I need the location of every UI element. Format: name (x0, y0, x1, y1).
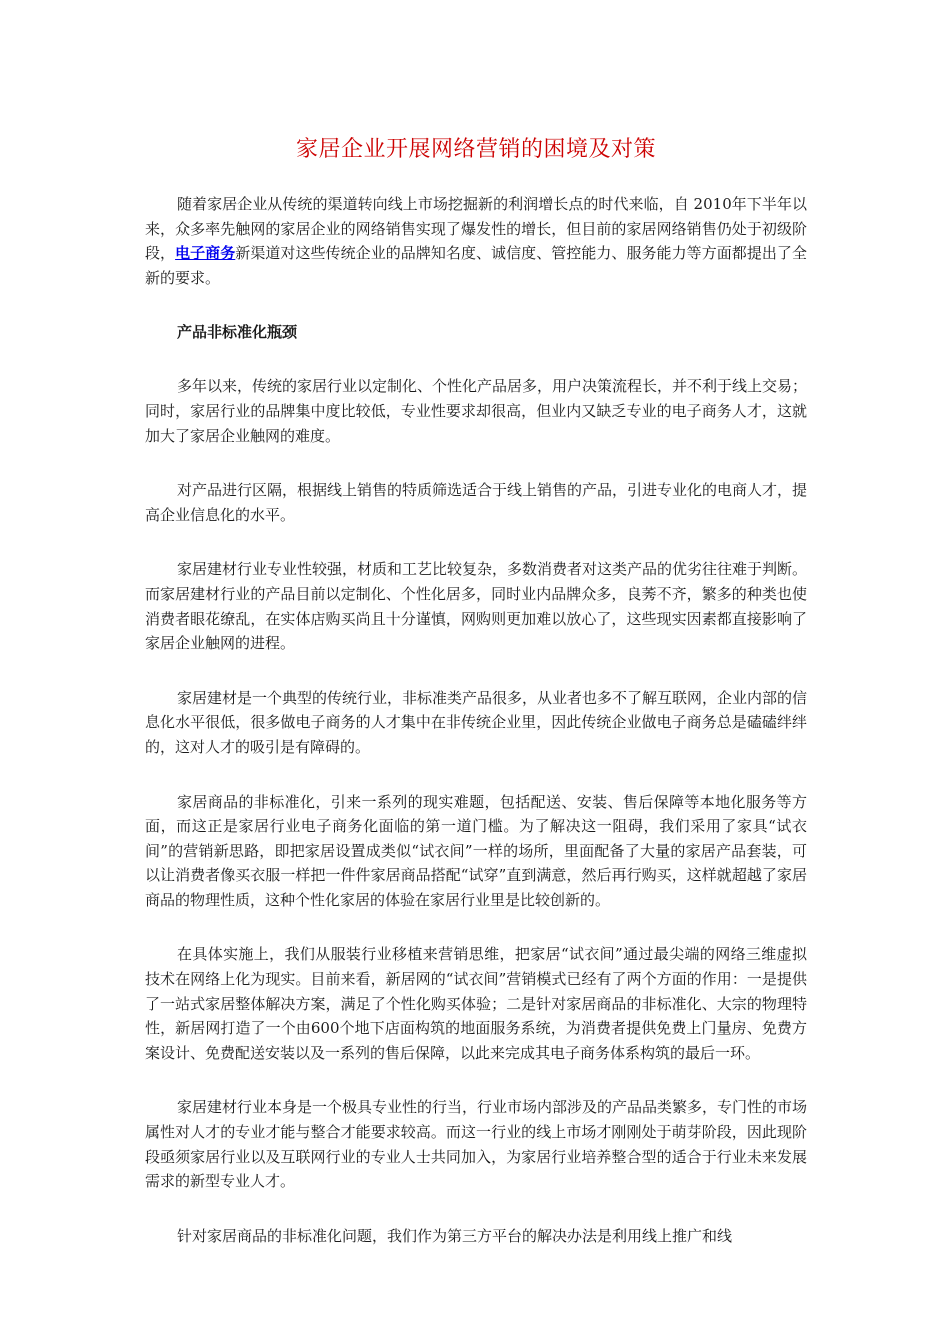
intro-text-part2: 新渠道对这些传统企业的品牌知名度、诚信度、管控能力、服务能力等方面都提出了全新的要求。 (145, 244, 807, 287)
intro-paragraph (145, 192, 807, 290)
paragraph: 家居建材是一个典型的传统行业，非标准类产品很多，从业者也多不了解互联网，企业内部的信息化水平很低，很多做电子商务的人才集中在非传统企业里，因此传统企业做电子商务总是磕磕绊绊的，这对人才的吸引是有障碍的。 (145, 688, 808, 756)
section-heading: 产品非标准化瓶颈 (177, 323, 298, 342)
document-body (145, 192, 807, 1278)
paragraph: 家居商品的非标准化，引来一系列的现实难题，包括配送、安装、售后保障等本地化服务等方面，而这正是家居行业电子商务化面临的第一道门槛。为了解决这一阻碍，我们采用了家具“试衣间”的营销新思路，即把家居设置成类似“试衣间”一样的场所，里面配备了大量的家居产品套装，可以让消费者像买衣服一样把一件件家居商品搭配“试穿”直到满意，然后再行购买，这样就超越了家居商品的物理性质，这种个性化家居的体验在家居行业里是比较创新的。 (145, 792, 807, 909)
paragraph: 家居建材行业专业性较强，材质和工艺比较复杂，多数消费者对这类产品的优劣往往难于判断。而家居建材行业的产品目前以定制化、个性化居多，同时业内品牌众多，良莠不齐，繁多的种类也使消费者眼花缭乱，在实体店购买尚且十分谨慎，网购则更加难以放心了，这些现实因素都直接影响了家居企业触网的进程。 (145, 560, 808, 653)
document-title: 家居企业开展网络营销的困境及对策 (295, 137, 656, 162)
paragraph: 家居建材行业本身是一个极具专业性的行当，行业市场内部涉及的产品品类繁多，专门性的市场属性对人才的专业才能与整合才能要求较高。而这一行业的线上市场才刚刚处于萌芽阶段，因此现阶段亟须家居行业以及互联网行业的专业人士共同加入，为家居行业培养整合型的适合于行业未来发展需求的新型专业人才。 (145, 1098, 808, 1191)
intro-text-part1: 随着家居企业从传统的渠道转向线上市场挖掘新的利润增长点的时代来临，自 2010年下半年以来，众多率先触网的家居企业的网络销售实现了爆发性的增长，但目前的家居网络销售仍处于初级阶段， (145, 195, 807, 263)
ecommerce-link[interactable]: 电子商务 (175, 244, 236, 263)
paragraph: 多年以来，传统的家居行业以定制化、个性化产品居多，用户决策流程长，并不利于线上交易；同时，家居行业的品牌集中度比较低，专业性要求却很高，但业内又缺乏专业的电子商务人才，这就加大了家居企业触网的难度。 (145, 377, 808, 445)
paragraph: 对产品进行区隔，根据线上销售的特质筛选适合于线上销售的产品，引进专业化的电商人才，提高企业信息化的水平。 (145, 481, 808, 524)
paragraph: 在具体实施上，我们从服装行业移植来营销思维，把家居“试衣间”通过最尖端的网络三维虚拟技术在网络上化为现实。目前来看，新居网的“试衣间”营销模式已经有了两个方面的作用：一是提供了一站式家居整体解决方案，满足了个性化购买体验；二是针对家居商品的非标准化、大宗的物理特性，新居网打造了一个由600个地下店面构筑的地面服务系统，为消费者提供免费上门量房、免费方案设计、免费配送安装以及一系列的售后保障，以此来完成其电子商务体系构筑的最后一环。 (145, 945, 807, 1062)
paragraph: 针对家居商品的非标准化问题，我们作为第三方平台的解决办法是利用线上推广和线 (177, 1226, 733, 1245)
